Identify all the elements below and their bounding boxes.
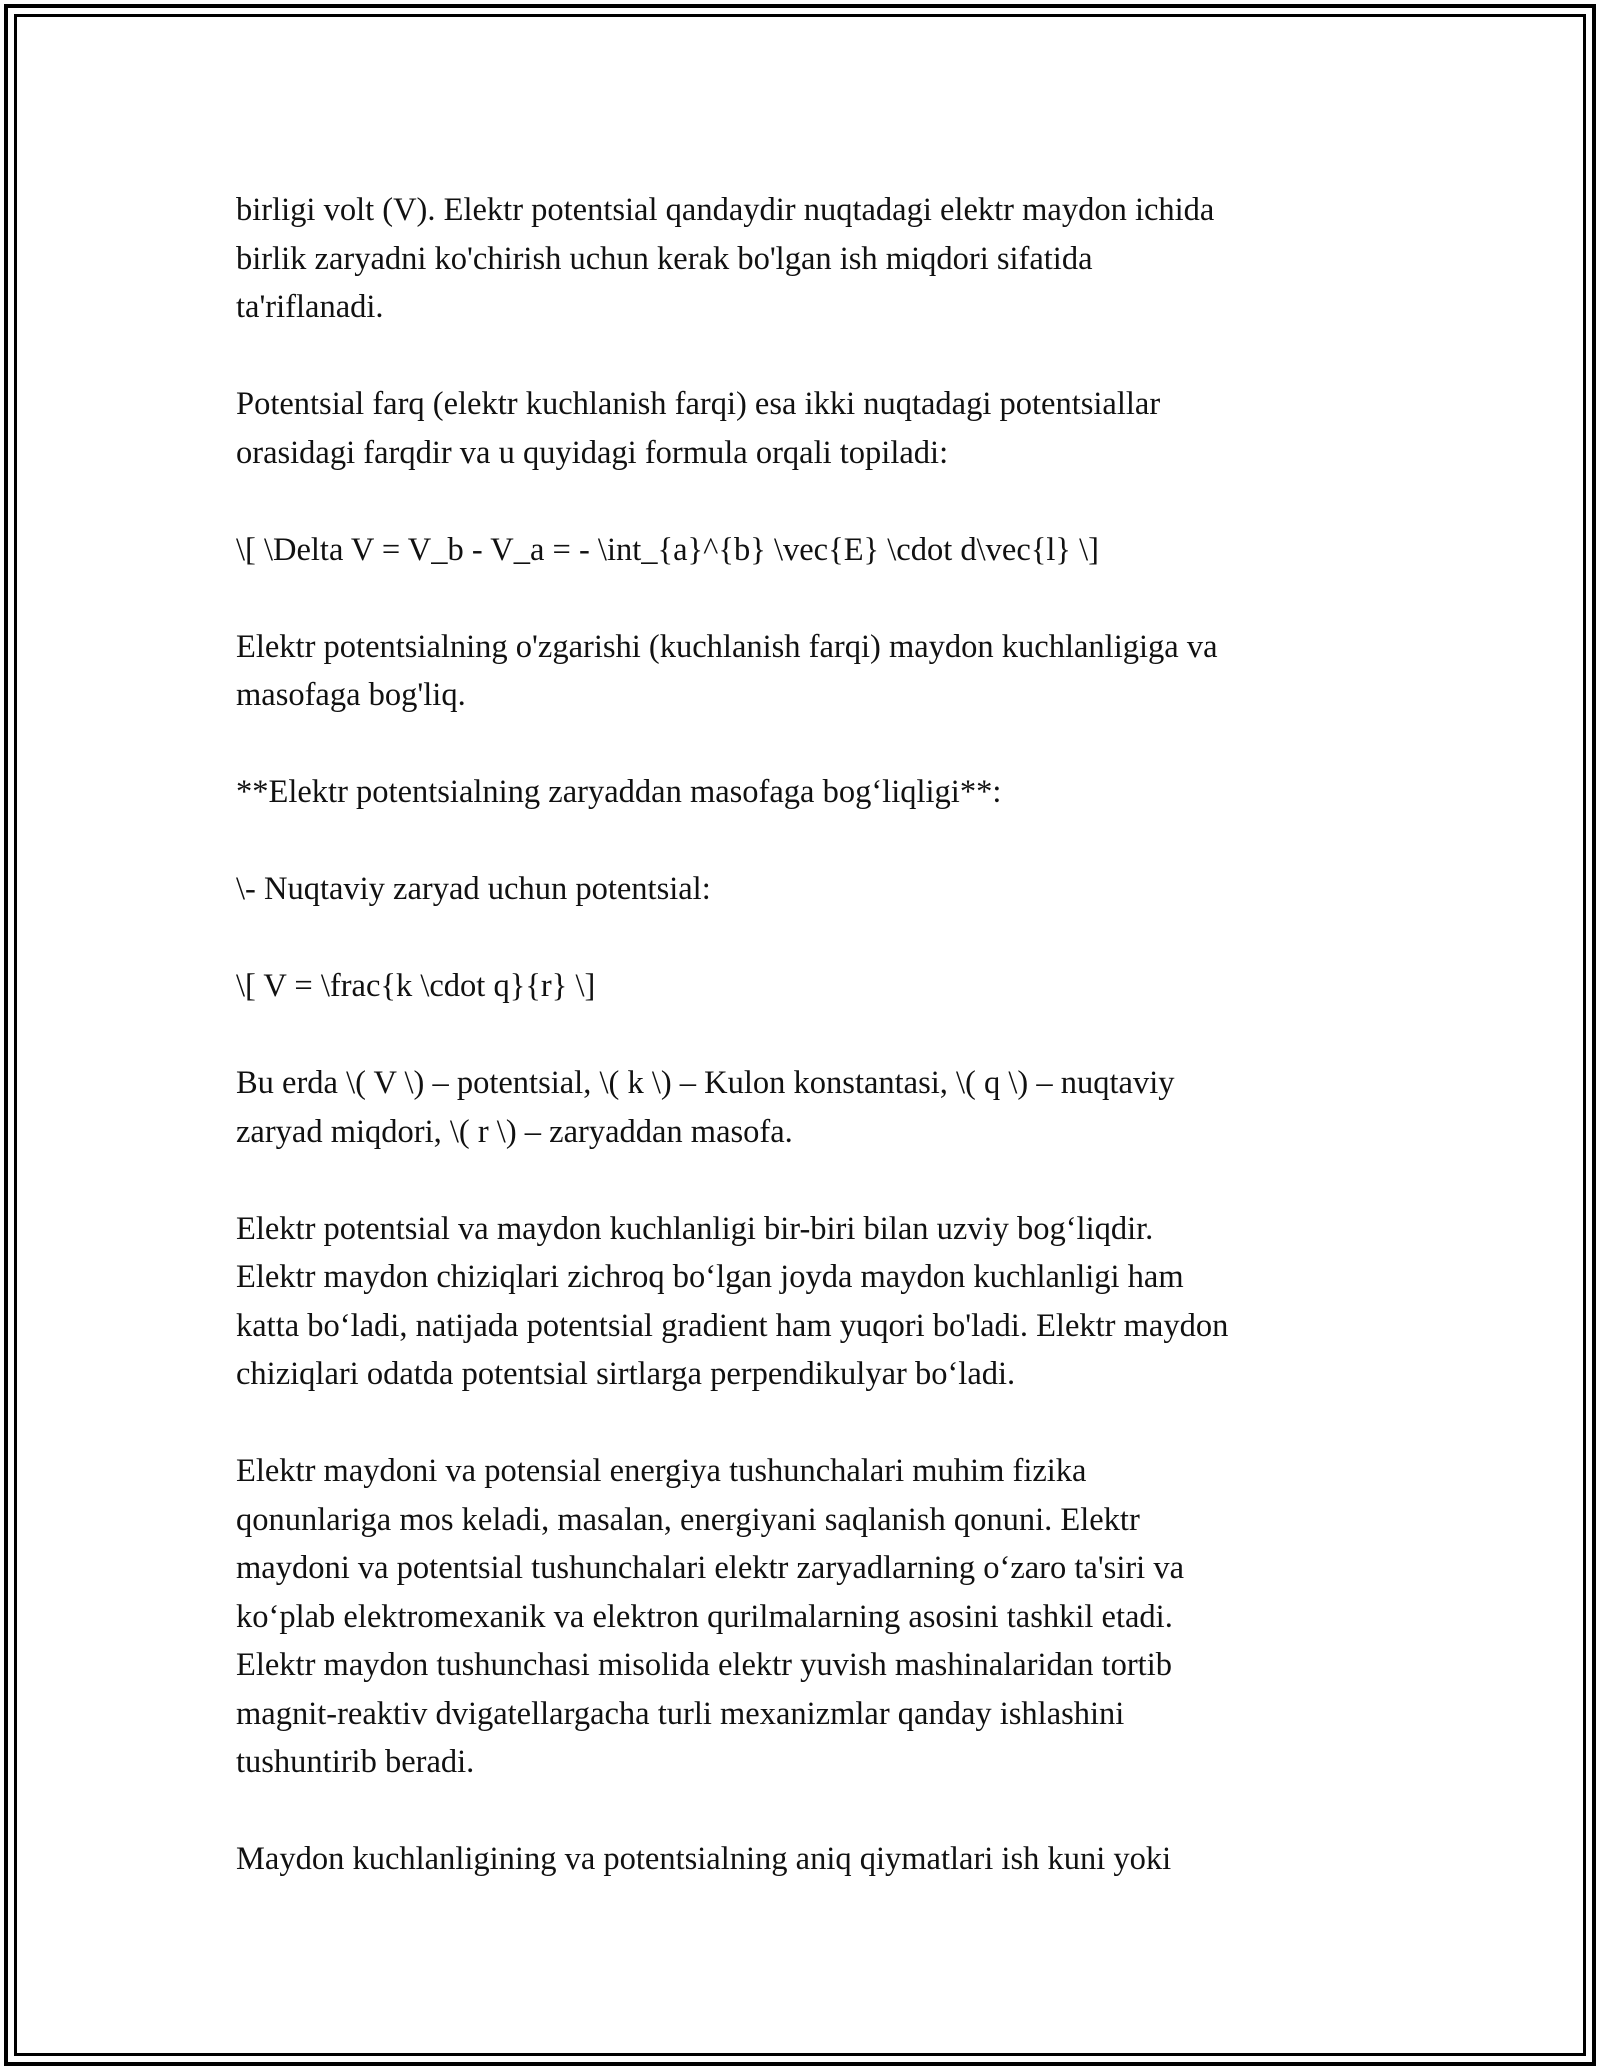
paragraph-volt-definition	[236, 186, 1366, 332]
text-line: orasidagi farqdir va u quyidagi formula orqali topiladi:	[236, 434, 949, 471]
text-line: Potentsial farq (elektr kuchlanish farqi) esa ikki nuqtadagi potentsiallar	[236, 386, 1161, 422]
text-line: \- Nuqtaviy zaryad uchun potentsial:	[236, 871, 711, 907]
paragraph-potential-difference	[236, 380, 1366, 477]
text-line: Maydon kuchlanligining va potentsialning aniq qiymatlari ish kuni yoki	[236, 1841, 1172, 1877]
paragraph-closing	[236, 1835, 1366, 1884]
text-line: katta bo‘ladi, natijada potentsial gradient ham yuqori bo'ladi. Elektr maydon	[236, 1307, 1229, 1344]
paragraph-potential-change	[236, 623, 1366, 720]
text-line: Elektr maydoni va potensial energiya tushunchalari muhim fizika	[236, 1453, 1087, 1489]
list-item-point-charge	[236, 865, 1366, 914]
paragraph-variable-definitions	[236, 1059, 1366, 1156]
formula-line: \[ V = \frac{k \cdot q}{r} \]	[236, 968, 596, 1004]
text-line: chiziqlari odatda potentsial sirtlarga perpendikulyar bo‘ladi.	[236, 1356, 1016, 1392]
paragraph-field-relation	[236, 1205, 1366, 1399]
formula-point-charge	[236, 962, 1366, 1011]
text-line: magnit-reaktiv dvigatellargacha turli mexanizmlar qanday ishlashini	[236, 1695, 1125, 1732]
text-line: Bu erda \( V \) – potentsial, \( k \) – Kulon konstantasi, \( q \) – nuqtaviy	[236, 1065, 1175, 1101]
section-heading	[236, 768, 1366, 817]
text-line: tushuntirib beradi.	[236, 1744, 475, 1780]
text-line: ko‘plab elektromexanik va elektron qurilmalarning asosini tashkil etadi.	[236, 1598, 1173, 1635]
heading-line: **Elektr potentsialning zaryaddan masofaga bog‘liqligi**:	[236, 774, 1002, 810]
text-line: masofaga bog'liq.	[236, 677, 466, 713]
text-line: qonunlariga mos keladi, masalan, energiyani saqlanish qonuni. Elektr	[236, 1501, 1140, 1538]
text-line: birlik zaryadni ko'chirish uchun kerak bo'lgan ish miqdori sifatida	[236, 240, 1093, 277]
text-line: zaryad miqdori, \( r \) – zaryaddan masofa.	[236, 1113, 793, 1150]
page-body	[236, 186, 1366, 1932]
text-line: Elektr potentsialning o'zgarishi (kuchlanish farqi) maydon kuchlanligiga va	[236, 628, 1218, 665]
text-line: Elektr maydon chiziqlari zichroq bo‘lgan joyda maydon kuchlanligi ham	[236, 1259, 1184, 1295]
text-line: maydoni va potentsial tushunchalari elektr zaryadlarning o‘zaro ta'siri va	[236, 1550, 1185, 1586]
text-line: ta'riflanadi.	[236, 289, 384, 325]
text-line: Elektr maydon tushunchasi misolida elektr yuvish mashinalaridan tortib	[236, 1647, 1172, 1683]
formula-line: \[ \Delta V = V_b - V_a = - \int_{a}^{b} \vec{E} \cdot d\vec{l} \]	[236, 531, 1099, 568]
text-line: Elektr potentsial va maydon kuchlanligi bir-biri bilan uzviy bog‘liqdir.	[236, 1210, 1154, 1247]
text-line: birligi volt (V). Elektr potentsial qandaydir nuqtadagi elektr maydon ichida	[236, 192, 1215, 228]
formula-delta-v	[236, 526, 1366, 575]
paragraph-energy-concepts	[236, 1447, 1366, 1787]
